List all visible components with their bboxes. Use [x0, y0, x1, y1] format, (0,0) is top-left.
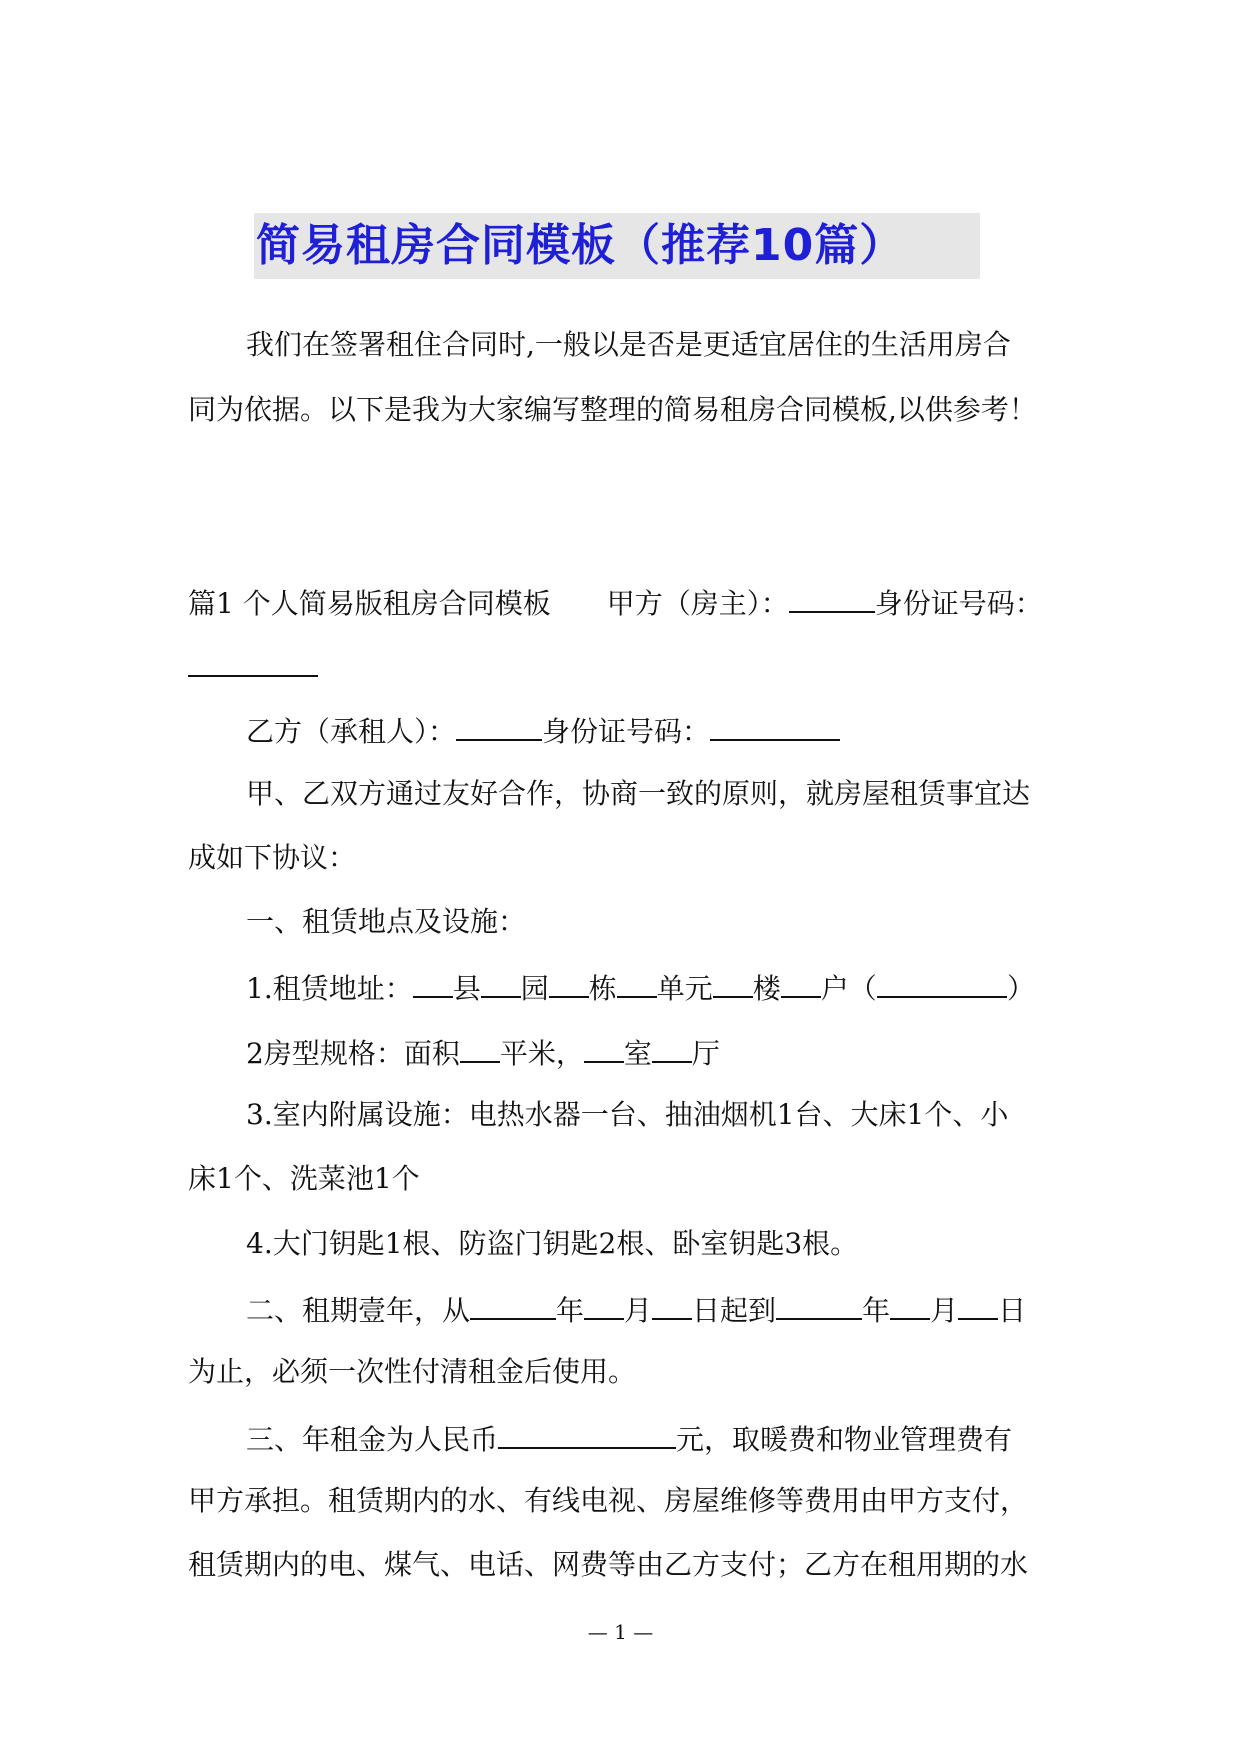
room-blank [652, 1031, 692, 1063]
term-blank [890, 1288, 930, 1320]
term-unit: 年 [556, 1294, 585, 1327]
party-b-name-blank [456, 709, 542, 741]
intro-paragraph-line-2: 同为依据。以下是我为大家编写整理的简易租房合同模板,以供参考！ [188, 393, 1037, 426]
address-prefix: 1.租赁地址： [246, 972, 413, 1005]
rent-amount-blank [498, 1417, 676, 1449]
section-heading: 篇1 个人简易版租房合同模板 [188, 587, 551, 620]
term-blank [652, 1288, 692, 1320]
room-unit: 室 [623, 1037, 652, 1070]
term-unit: 年 [862, 1294, 891, 1327]
address-detail-blank [877, 966, 1007, 998]
party-a-name-blank [789, 581, 875, 613]
room-blank [584, 1031, 624, 1063]
party-a-id-label: 身份证号码： [874, 587, 1043, 620]
rent-suffix: 元，取暖费和物业管理费有 [676, 1423, 1013, 1456]
address-blank [481, 966, 521, 998]
term-blank [584, 1288, 624, 1320]
address-blank [617, 966, 657, 998]
party-b-id-label: 身份证号码： [542, 715, 711, 748]
term-line-1 [246, 1288, 1026, 1331]
term-unit: 月 [624, 1294, 653, 1327]
party-a-id-blank [188, 645, 318, 677]
rent-prefix: 三、年租金为人民币 [246, 1423, 499, 1456]
address-end: ） [1006, 972, 1035, 1005]
term-unit: 日起到 [692, 1294, 777, 1327]
keys-line: 4.大门钥匙1根、防盗门钥匙2根、卧室钥匙3根。 [246, 1227, 859, 1260]
facilities-line-1: 3.室内附属设施：电热水器一台、抽油烟机1台、大床1个、小 [246, 1098, 1009, 1131]
clause-1-heading: 一、租赁地点及设施： [246, 905, 527, 938]
room-blank [460, 1031, 500, 1063]
address-unit: 县 [452, 972, 481, 1005]
rent-line-1 [246, 1417, 1012, 1460]
agreement-line-2: 成如下协议： [188, 841, 357, 874]
term-prefix: 二、租期壹年，从 [246, 1294, 471, 1327]
party-a-line [188, 581, 1043, 624]
term-unit: 日 [998, 1294, 1027, 1327]
address-unit: 单元 [656, 972, 713, 1005]
intro-paragraph-line-1: 我们在签署租住合同时,一般以是否是更适宜居住的生活用房合 [246, 328, 1011, 361]
facilities-line-2: 床1个、洗菜池1个 [188, 1162, 420, 1195]
room-unit: 平米， [499, 1037, 584, 1070]
party-a-id-line [188, 645, 318, 688]
room-spec-line [246, 1031, 720, 1074]
address-unit: 楼 [752, 972, 781, 1005]
address-unit: 园 [520, 972, 549, 1005]
party-b-id-blank [710, 709, 840, 741]
room-unit: 厅 [691, 1037, 720, 1070]
address-unit: 户（ [820, 972, 877, 1005]
term-blank [958, 1288, 998, 1320]
term-blank [776, 1288, 862, 1320]
address-blank [413, 966, 453, 998]
party-b-line [246, 709, 840, 752]
page-number: — 1 — [587, 1620, 654, 1644]
address-blank [781, 966, 821, 998]
party-b-label: 乙方（承租人）： [246, 715, 457, 748]
address-unit: 栋 [588, 972, 617, 1005]
term-unit: 月 [930, 1294, 959, 1327]
address-line [246, 966, 1035, 1009]
rent-line-3: 租赁期内的电、煤气、电话、网费等由乙方支付；乙方在租用期的水 [188, 1548, 1029, 1581]
rent-line-2: 甲方承担。租赁期内的水、有线电视、房屋维修等费用由甲方支付， [188, 1484, 1029, 1517]
term-blank [470, 1288, 556, 1320]
address-blank [549, 966, 589, 998]
document-title: 简易租房合同模板（推荐10篇） [256, 220, 905, 271]
room-prefix: 2房型规格：面积 [246, 1037, 460, 1070]
party-a-label: 甲方（房主）： [606, 587, 789, 620]
term-line-2: 为止，必须一次性付清租金后使用。 [188, 1355, 637, 1388]
agreement-line-1: 甲、乙双方通过友好合作，协商一致的原则，就房屋租赁事宜达 [246, 777, 1031, 810]
address-blank [713, 966, 753, 998]
